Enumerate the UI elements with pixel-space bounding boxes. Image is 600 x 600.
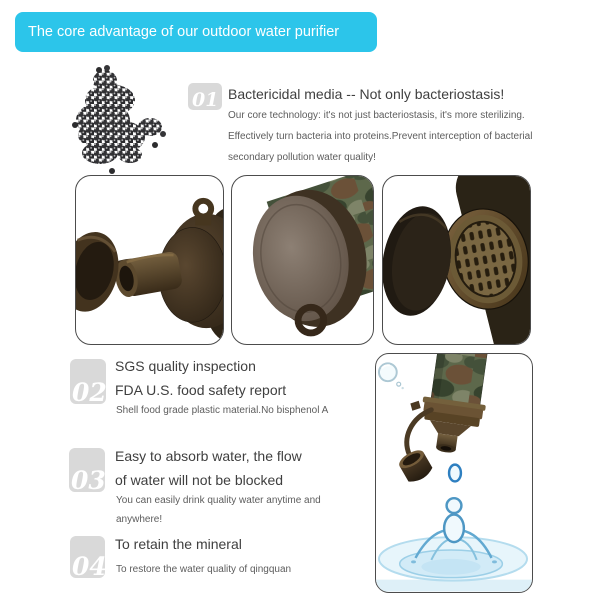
section-02-number: 02: [72, 378, 107, 407]
section-03-number-badge: [69, 448, 106, 495]
photo-frame-mouthpiece: [75, 175, 224, 345]
bactericidal-media-beads-photo: [55, 65, 175, 180]
section-01-title: Bactericidal media -- Not only bacteriostasis!: [228, 86, 505, 102]
filter-mouthpiece-cap-open-photo: [76, 176, 223, 344]
section-01-body-line-3: secondary pollution water quality!: [228, 152, 376, 163]
section-02-body-line-1: Shell food grade plastic material.No bisphenol A: [116, 405, 329, 416]
section-01-body-line-1: Our core technology: it's not just bacteriostasis, it's more sterilizing.: [228, 110, 525, 121]
banner-title: The core advantage of our outdoor water purifier: [15, 12, 377, 52]
photo-frame-end-cap: [231, 175, 374, 345]
photo-frame-drip-splash: [375, 353, 533, 593]
camo-filter-drip-water-splash-photo: [376, 354, 532, 592]
section-04-title-line-1: To retain the mineral: [115, 536, 242, 552]
water-splash: [376, 498, 532, 591]
section-03-title-line-2: of water will not be blocked: [115, 472, 284, 488]
section-03-body-line-2: anywhere!: [116, 514, 163, 525]
section-02-title-line-2: FDA U.S. food safety report: [115, 382, 287, 398]
section-02-number-badge: [70, 359, 107, 407]
section-03-number: 03: [71, 466, 106, 495]
bubble-icon: [379, 363, 404, 389]
photo-frame-grille: [382, 175, 531, 345]
section-03-title-line-1: Easy to absorb water, the flow: [115, 448, 302, 464]
filter-inlet-grille-cap-open-photo: [383, 176, 530, 344]
section-02-title-line-1: SGS quality inspection: [115, 358, 256, 374]
camo-filter-body: [404, 354, 494, 457]
section-04-number-badge: [70, 536, 107, 581]
section-03-body-line-1: You can easily drink quality water anytime and: [116, 495, 321, 506]
falling-water-drop: [449, 465, 461, 482]
camo-filter-end-cap-loop-photo: [232, 176, 373, 344]
dangling-cap: [396, 447, 434, 486]
section-01-body-line-2: Effectively turn bacteria into proteins.Prevent interception of bacterial: [228, 131, 533, 142]
section-01-number: 01: [192, 89, 219, 111]
section-01-number-badge: [188, 83, 222, 110]
section-04-body-line-1: To restore the water quality of qingquan: [116, 564, 292, 575]
section-04-number: 04: [72, 552, 107, 581]
